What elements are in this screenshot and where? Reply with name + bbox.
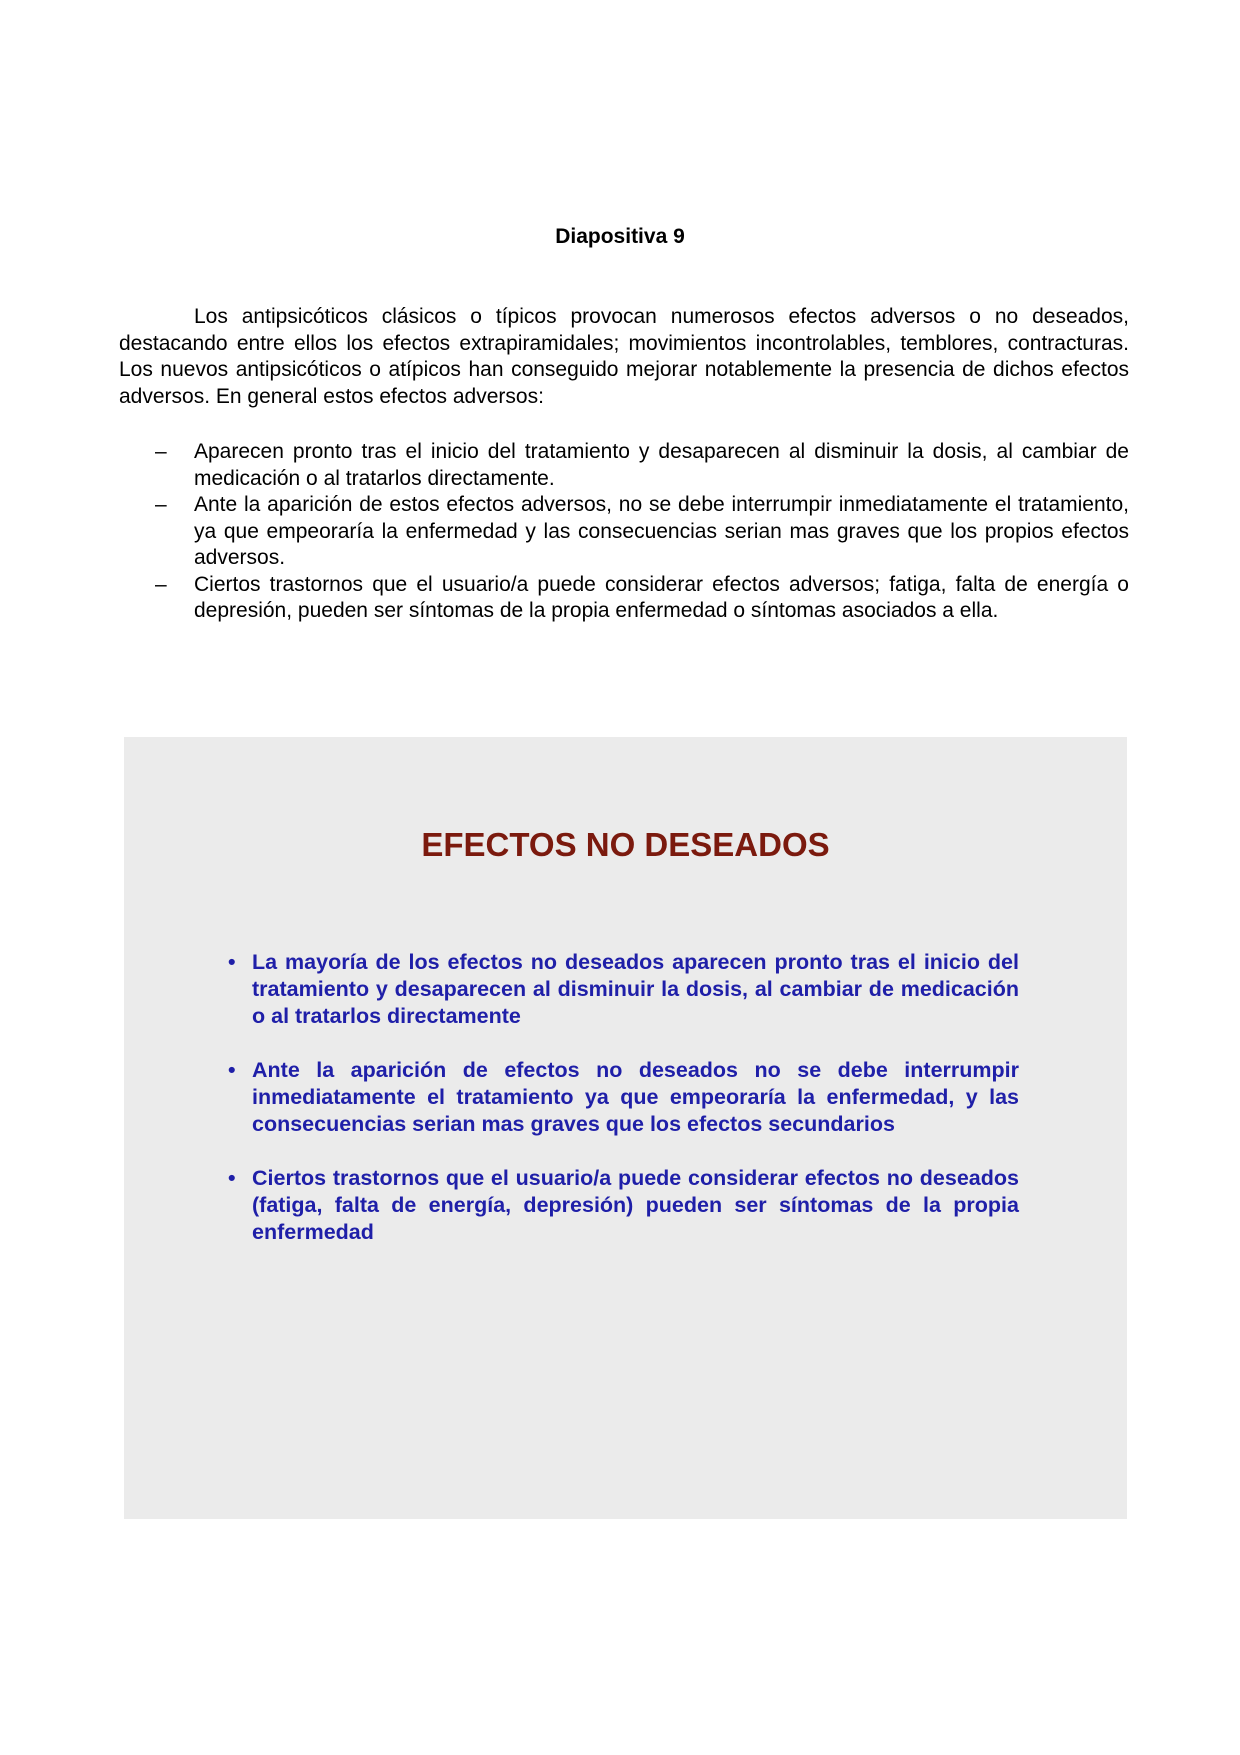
dash-marker: – bbox=[155, 572, 167, 596]
dash-list-item bbox=[119, 572, 1129, 625]
bullet-marker: • bbox=[228, 1058, 236, 1082]
dash-list bbox=[119, 439, 1129, 625]
slide-bullet-item bbox=[228, 1057, 1019, 1138]
page-title: Diapositiva 9 bbox=[555, 225, 685, 248]
slide-bullet-item bbox=[228, 1165, 1019, 1246]
dash-marker: – bbox=[155, 493, 167, 516]
slide-panel bbox=[124, 737, 1127, 1519]
dash-item-text: Aparecen pronto tras el inicio del tratamiento y desaparecen al disminuir la dosis, al cambiar de medicación o al tratarlos directamente. bbox=[194, 440, 1129, 490]
slide-bullet-item bbox=[228, 949, 1019, 1030]
slide-bullet-list bbox=[228, 949, 1019, 1273]
bullet-marker: • bbox=[228, 950, 236, 974]
dash-item-text: Ciertos trastornos que el usuario/a puede considerar efectos adversos; fatiga, falta de energía o depresión, pueden ser síntomas de la propia enfermedad o síntomas asociados a ella. bbox=[194, 572, 1129, 622]
slide-bullet-text: Ante la aparición de efectos no deseados no se debe interrumpir inmediatamente el tratamiento ya que empeoraría la enfermedad, y las consecuencias serian mas graves que los efectos secundarios bbox=[252, 1058, 1019, 1136]
dash-item-text: Ante la aparición de estos efectos adversos, no se debe interrumpir inmediatamente el tratamiento, ya que empeoraría la enfermedad y las consecuencias serian mas graves que los propios efectos adversos. bbox=[194, 493, 1129, 569]
dash-marker: – bbox=[155, 440, 167, 463]
slide-title: EFECTOS NO DESEADOS bbox=[421, 826, 830, 863]
dash-list-item bbox=[119, 439, 1129, 492]
slide-bullet-text: Ciertos trastornos que el usuario/a puede considerar efectos no deseados (fatiga, falta de energía, depresión) pueden ser síntomas de la propia enfermedad bbox=[252, 1166, 1019, 1244]
slide-bullet-text: La mayoría de los efectos no deseados aparecen pronto tras el inicio del tratamiento y desaparecen al disminuir la dosis, al cambiar de medicación o al tratarlos directamente bbox=[252, 950, 1019, 1028]
bullet-marker: • bbox=[228, 1166, 236, 1190]
dash-list-item bbox=[119, 492, 1129, 572]
intro-paragraph: Los antipsicóticos clásicos o típicos provocan numerosos efectos adversos o no deseados, destacando entre ellos los efectos extrapiramidales; movimientos incontrolables, temblores, contracturas. Los nuevos antipsicóticos o atípicos han conseguido mejorar notablemente la presencia de dichos efectos adversos. En general estos efectos adversos: bbox=[119, 305, 1129, 408]
